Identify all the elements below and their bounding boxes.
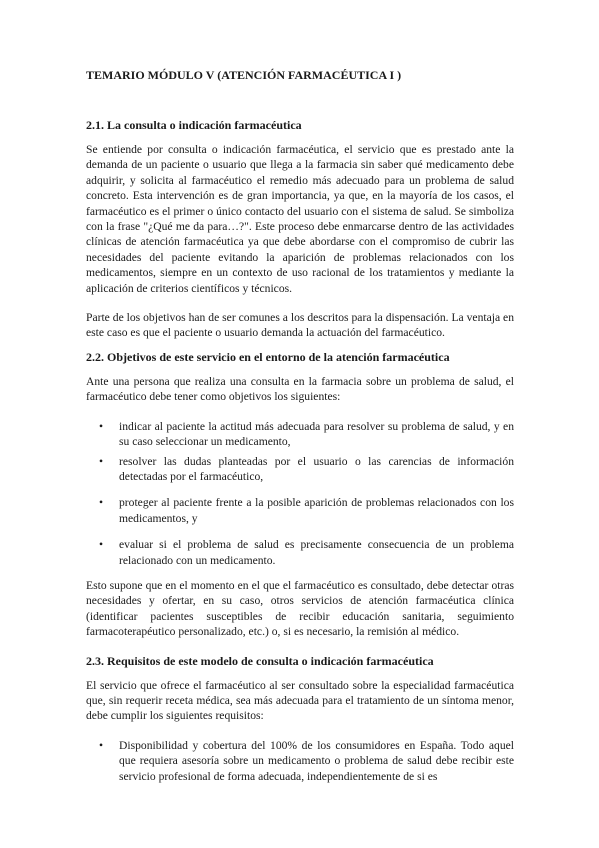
requirements-list: [86, 738, 514, 784]
paragraph: Parte de los objetivos han de ser comunes a los descritos para la dispensación. La ventaja en este caso es que el paciente o usuario demanda la actuación del farmacéutico.: [86, 311, 514, 340]
list-item-text: resolver las dudas planteadas por el usuario o las carencias de información detectadas por el farmacéutico,: [119, 454, 514, 483]
list-item-text: evaluar si el problema de salud es precisamente consecuencia de un problema relacionado con un medicamento.: [119, 538, 514, 567]
paragraph: Ante una persona que realiza una consulta en la farmacia sobre un problema de salud, el farmacéutico debe tener como objetivos los siguientes:: [86, 374, 514, 404]
bullet-icon: •: [99, 738, 104, 752]
list-item: [99, 419, 514, 450]
list-item-text: indicar al paciente la actitud más adecuada para resolver su problema de salud, y en su caso seleccionar un medicamento,: [119, 419, 514, 449]
section-heading-2-3: 2.3. Requisitos de este modelo de consulta o indicación farmacéutica: [86, 653, 434, 668]
bullet-icon: •: [99, 419, 104, 433]
objectives-list: [86, 419, 514, 568]
paragraph: Esto supone que en el momento en el que el farmacéutico es consultado, debe detectar otras necesidades y ofertar, en su caso, otros servicios de atención farmacéutica clínica (identificar pacientes susceptibles de recibir educación sanitaria, seguimiento farmacoterapéutico personalizado, etc.) o, si es necesario, la remisión al médico.: [86, 578, 514, 639]
paragraph: Se entiende por consulta o indicación farmacéutica, el servicio que es prestado ante la demanda de un paciente o usuario que llega a la farmacia sin saber qué medicamento debe adquirir, y solicita al farmacéutico el remedio más adecuado para un problema de salud concreto. Esta intervención es de gran importancia, ya que, en la mayoría de los casos, el farmacéutico es el primer o único contacto del usuario con el sistema de salud. Se simboliza con la frase "¿Qué me da para…?". Este proceso debe enmarcarse dentro de las actividades clínicas de atención farmacéutica ya que debe abordarse con el compromiso de cubrir las necesidades del paciente evitando la aparición de problemas relacionados con los medicamentos, siempre en un contexto de uso racional de los tratamientos y mediante la aplicación de criterios científicos y técnicos.: [86, 143, 514, 295]
list-item: [99, 495, 514, 526]
list-item: [99, 537, 514, 568]
document-title: TEMARIO MÓDULO V (ATENCIÓN FARMACÉUTICA I ): [86, 68, 402, 82]
bullet-icon: •: [99, 538, 104, 552]
paragraph: El servicio que ofrece el farmacéutico al ser consultado sobre la especialidad farmacéutica que, sin requerir receta médica, sea más adecuada para el tratamiento de un síntoma menor, debe cumplir los siguientes requisitos:: [86, 678, 514, 723]
list-item-text: proteger al paciente frente a la posible aparición de problemas relacionados con los medicamentos, y: [119, 496, 514, 525]
section-heading-2-1: 2.1. La consulta o indicación farmacéutica: [86, 118, 302, 132]
bullet-icon: •: [99, 496, 104, 510]
list-item: [99, 454, 514, 485]
bullet-icon: •: [99, 454, 104, 468]
document-page: [86, 68, 514, 794]
section-heading-2-2: 2.2. Objetivos de este servicio en el entorno de la atención farmacéutica: [86, 349, 450, 364]
list-item-text: Disponibilidad y cobertura del 100% de los consumidores en España. Todo aquel que requiera asesoría sobre un medicamento o problema de salud debe recibir este servicio profesional de forma adecuada, independientemente de si es: [119, 738, 514, 783]
list-item: [99, 738, 514, 784]
